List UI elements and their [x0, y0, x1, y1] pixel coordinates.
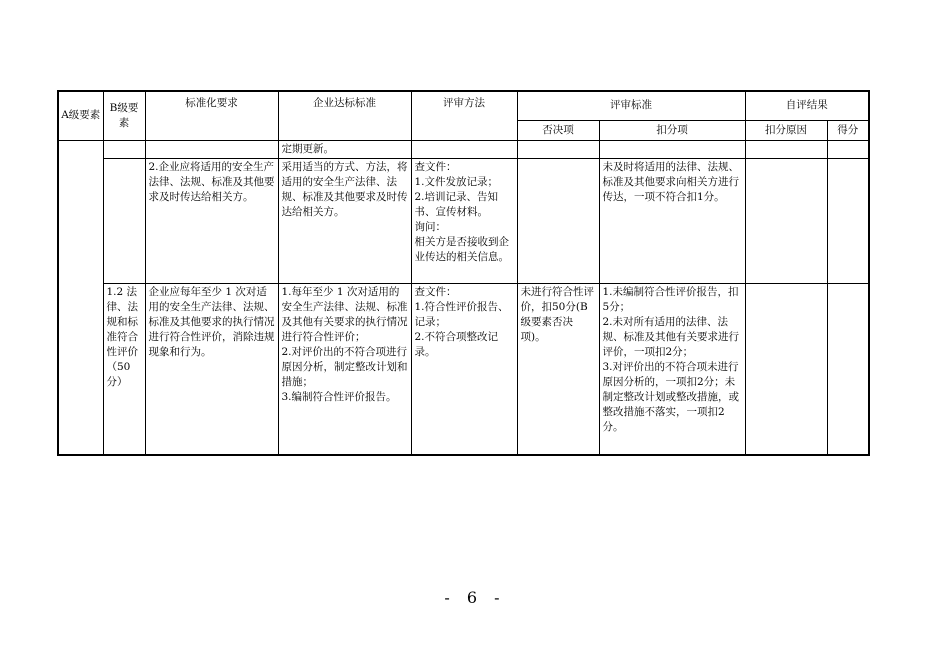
cell-standard: 1.每年至少 1 次对适用的安全生产法律、法规、标准及其他有关要求的执行情况进行符合性评价； 2.对评价出的不符合项进行原因分析，制定整改计划和措施； 3.编制符合性评价报告。: [278, 283, 411, 455]
table-row: [58, 158, 869, 283]
cell-requirement: [145, 140, 278, 158]
cell-veto: [517, 140, 599, 158]
cell-method: 查文件： 1.符合性评价报告、记录； 2.不符合项整改记录。: [411, 283, 517, 455]
cell-deduction: 未及时将适用的法律、法规、标准及其他要求向相关方进行传达，一项不符合扣1分。: [599, 158, 745, 283]
header-enterprise-standard: 企业达标标准: [278, 91, 411, 140]
page-number: - 6 -: [444, 588, 506, 607]
cell-b-level: 1.2 法律、法规和标准符合性评价（50分）: [103, 283, 145, 455]
cell-requirement: 企业应每年至少 1 次对适用的安全生产法律、法规、标准及其他要求的执行情况进行符合性评价，消除违规现象和行为。: [145, 283, 278, 455]
header-a-level: A级要素: [58, 91, 103, 140]
cell-veto: 未进行符合性评价，扣50分(B级要素否决项)。: [517, 283, 599, 455]
cell-a-level: [58, 140, 103, 455]
header-review-criteria: 评审标准: [517, 91, 745, 120]
header-veto: 否决项: [517, 120, 599, 140]
header-row-1: [58, 91, 869, 120]
cell-method: 查文件： 1.文件发放记录； 2.培训记录、告知书、宣传材料。 询问： 相关方是否接收到企业传达的相关信息。: [411, 158, 517, 283]
cell-score: [827, 158, 869, 283]
cell-score: [827, 283, 869, 455]
cell-deduction: 1.未编制符合性评价报告，扣5分； 2.未对所有适用的法律、法规、标准及其他有关要求进行评价，一项扣2分； 3.对评价出的不符合项未进行原因分析的，一项扣2分；未制定整改计划或整改措施，或整改措施不落实，一项扣2分。: [599, 283, 745, 455]
cell-reason: [745, 140, 827, 158]
cell-standard: 定期更新。: [278, 140, 411, 158]
header-deduction: 扣分项: [599, 120, 745, 140]
header-score: 得分: [827, 120, 869, 140]
cell-reason: [745, 158, 827, 283]
cell-requirement: 2.企业应将适用的安全生产法律、法规、标准及其他要求及时传达给相关方。: [145, 158, 278, 283]
table-row: [58, 140, 869, 158]
header-requirement: 标准化要求: [145, 91, 278, 140]
cell-method: [411, 140, 517, 158]
header-review-method: 评审方法: [411, 91, 517, 140]
cell-score: [827, 140, 869, 158]
header-b-level: B级要素: [103, 91, 145, 140]
cell-b-level: [103, 140, 145, 158]
header-deduction-reason: 扣分原因: [745, 120, 827, 140]
cell-standard: 采用适当的方式、方法，将适用的安全生产法律、法规、标准及其他要求及时传达给相关方。: [278, 158, 411, 283]
standards-table: [57, 90, 870, 456]
table-row: [58, 283, 869, 455]
cell-veto: [517, 158, 599, 283]
cell-reason: [745, 283, 827, 455]
cell-deduction: [599, 140, 745, 158]
cell-b-level: [103, 158, 145, 283]
header-self-eval: 自评结果: [745, 91, 869, 120]
